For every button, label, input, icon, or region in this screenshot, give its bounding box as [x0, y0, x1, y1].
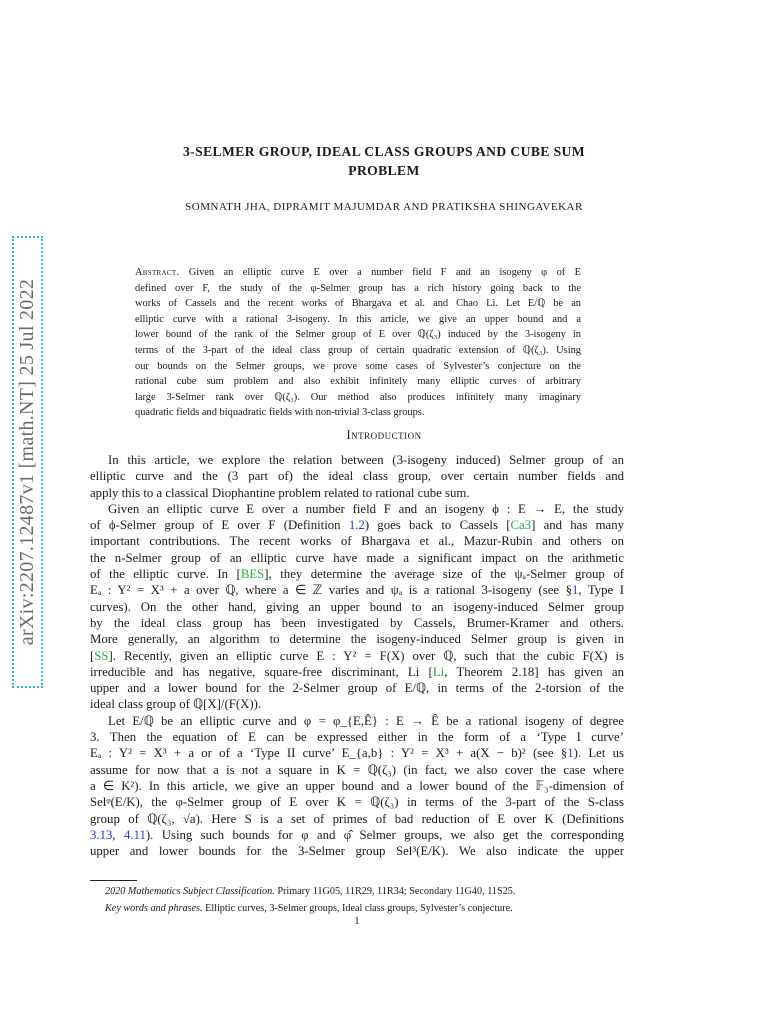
citation-link[interactable]: SS	[94, 648, 109, 663]
section-link[interactable]: 1	[567, 746, 574, 761]
abstract-line: quadratic fields and biquadratic fields with non-trivial 3-class groups.	[135, 407, 425, 419]
body-line: assume for now that a is not a square in K = ℚ(ζ₃) (in fact, we also cover the case where	[90, 762, 624, 777]
body-text: irreducible and has negative, square-free discriminant, Li [	[90, 664, 433, 679]
citation-link[interactable]: Ca3	[510, 518, 532, 533]
body-line: the n-Selmer group of an elliptic curve have made a significant impact on the arithmetic	[90, 550, 624, 565]
body-line	[90, 582, 624, 598]
body-line: apply this to a classical Diophantine problem related to rational cube sum.	[90, 485, 470, 500]
body-line: important contributions. The recent works of Bhargava et al., Mazur-Rubin and others on	[90, 534, 624, 549]
page-number: 1	[354, 915, 360, 927]
author-list: SOMNATH JHA, DIPRAMIT MAJUMDAR AND PRATIKSHA SHINGAVEKAR	[185, 201, 583, 213]
body-text: , Theorem 2.18] has given an	[444, 664, 624, 679]
body-line: More generally, an algorithm to determine the isogeny-induced Selmer group is given in	[90, 632, 624, 647]
section-heading-introduction: Introduction	[346, 427, 422, 442]
abstract-line: defined over F, the study of the φ-Selmer group has a rich history going back to the	[135, 282, 581, 294]
body-line: elliptic curve and the (3 part of) the ideal class group, over certain number fields and	[90, 469, 624, 484]
body-line: upper and a lower bound for the 2-Selmer group of E/ℚ, in terms of the 2-torsion of the	[90, 681, 624, 696]
arxiv-identifier-stamp[interactable]: arXiv:2207.12487v1 [math.NT] 25 Jul 2022	[16, 278, 38, 646]
body-text: of the elliptic curve. In [	[90, 567, 241, 582]
abstract	[135, 265, 581, 421]
abstract-text: Given an elliptic curve E over a number field F and an isogeny φ of E	[188, 267, 581, 278]
abstract-label: Abstract.	[135, 267, 180, 278]
paper-title	[90, 142, 678, 180]
body-line: Let E/ℚ be an elliptic curve and φ = φ_{E,Ê} : E → Ê be a rational isogeny of degree	[108, 713, 624, 728]
body-text: ). Using such bounds for φ and φ̂ Selmer groups, we also get the corresponding	[145, 827, 624, 842]
definition-link[interactable]: 3.13	[90, 827, 113, 842]
body-text: Eₐ : Y² = X³ + a over ℚ, where a ∈ ℤ varies and ψₐ is a rational 3-isogeny (see §	[90, 583, 572, 598]
body-line: Given an elliptic curve E over a number field F and an isogeny ϕ : E → E, the study	[108, 501, 624, 516]
body-line	[90, 566, 624, 582]
body-text: ], they determine the average size of the ψₐ-Selmer group of	[264, 567, 624, 582]
section-link[interactable]: 1	[571, 583, 579, 598]
body-line: curves). On the other hand, giving an upper bound to an isogeny-induced Selmer group	[90, 599, 624, 614]
body-line: ideal class group of ℚ[X]/(F(X)).	[90, 697, 262, 712]
body-line	[90, 827, 624, 843]
abstract-line: our bounds on the Selmer groups, we prove some cases of Sylvester’s conjecture on the	[135, 360, 581, 372]
body-line	[90, 648, 624, 664]
abstract-line: lower bound of the rank of the Selmer group of E over ℚ(ζ₃) induced by the 3-isogeny in	[135, 329, 581, 341]
body-text: ) goes back to Cassels [	[364, 518, 511, 533]
body-line: In this article, we explore the relation between (3-isogeny induced) Selmer group of an	[108, 453, 624, 467]
body-line: a ∈ K²). In this article, we give an upper bound and a lower bound of the 𝔽₃-dimension of	[90, 778, 624, 793]
body-line: Selᵠ(E/K), the φ-Selmer group of E over K = ℚ(ζ₃) in terms of the 3-part of the S-class	[90, 795, 624, 810]
abstract-line: terms of the 3-part of the ideal class group of certain quadratic extension of ℚ(ζ₃). Using	[135, 344, 581, 356]
abstract-line: rational cube sum problem and also exhibit infinitely many elliptic curves of arbitrary	[135, 376, 581, 388]
body-line	[90, 664, 624, 680]
body-text: ]. Recently, given an elliptic curve E : Y² = F(X) over ℚ, such that the cubic F(X) is	[108, 648, 624, 663]
introduction-body	[90, 452, 624, 859]
abstract-line	[135, 265, 581, 281]
body-text: Eₐ : Y² = X³ + a or of a ‘Type II curve’ E_{a,b} : Y² = X³ + a(X − b)² (see §	[90, 746, 568, 761]
body-text: of ϕ-Selmer group of E over F (Definition	[90, 518, 349, 533]
body-line: 3. Then the equation of E can be expressed either in the form of a ‘Type I curve’	[90, 730, 624, 745]
body-text: ,	[112, 827, 124, 842]
body-line: upper and lower bounds for the 3-Selmer group Sel³(E/K). We also indicate the upper	[90, 844, 624, 859]
abstract-line: works of Cassels and the recent works of Bhargava et al. and Chao Li. Let E/ℚ be an	[135, 298, 581, 310]
footnote-rule	[90, 880, 137, 881]
body-line	[90, 517, 624, 533]
citation-link[interactable]: BES	[240, 567, 265, 582]
msc-label: 2020 Mathematics Subject Classification.	[105, 886, 275, 897]
body-line	[90, 745, 624, 761]
body-text: ). Let us	[573, 746, 624, 761]
title-line-2: PROBLEM	[348, 163, 420, 178]
body-line: group of ℚ(ζ₃, √a). Here S is a set of primes of bad reduction of E over K (Definitions	[90, 811, 624, 826]
title-line-1: 3-SELMER GROUP, IDEAL CLASS GROUPS AND CUBE SUM	[182, 144, 585, 159]
definition-link[interactable]: 4.11	[123, 827, 146, 842]
footnote	[105, 883, 635, 917]
body-text: ] and has many	[531, 518, 624, 533]
footnote-msc	[105, 883, 635, 900]
definition-link[interactable]: 1.2	[348, 518, 365, 533]
body-line: by the ideal class group has been investigated by Cassels, Brumer-Kramer and others.	[90, 615, 624, 630]
keywords-label: Key words and phrases.	[105, 903, 203, 914]
keywords-text: Elliptic curves, 3-Selmer groups, Ideal class groups, Sylvester’s conjecture.	[202, 903, 513, 914]
body-text: , Type I	[578, 583, 624, 598]
abstract-line: elliptic curve with a rational 3-isogeny. In this article, we give an upper bound and a	[135, 313, 581, 325]
citation-link[interactable]: Li	[432, 664, 445, 679]
msc-codes: Primary 11G05, 11R29, 11R34; Secondary 11G40, 11S25.	[274, 886, 516, 897]
body-text: [	[90, 648, 95, 663]
abstract-line: large 3-Selmer rank over ℚ(ζ₃). Our method also produces infinitely many imaginary	[135, 391, 581, 403]
